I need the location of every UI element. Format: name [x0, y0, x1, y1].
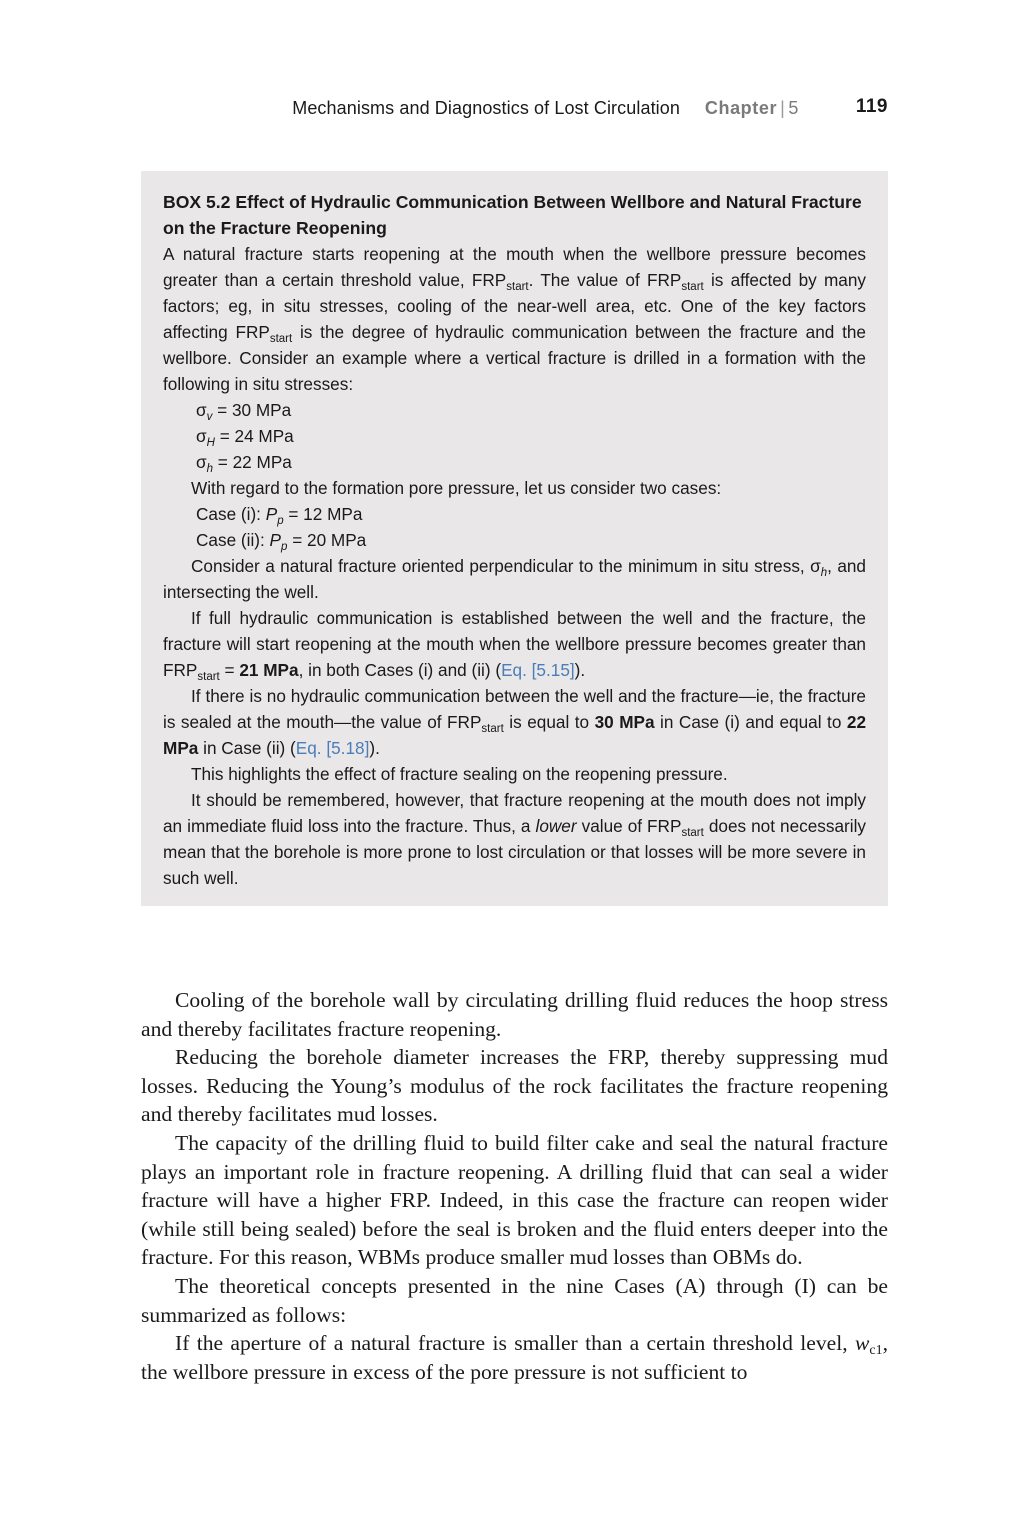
page-number: 119 — [855, 96, 888, 117]
body-paragraph-5: If the aperture of a natural fracture is smaller than a certain threshold level, $w_{c1}$, the wellbore pressure in excess of the pore pressure is not sufficient to — [141, 1331, 888, 1384]
case-2: Case (ii): $P_p = 20$ MPa — [196, 530, 367, 553]
stress-max-horizontal: $\sigma_H = 24$ MPa — [196, 426, 294, 449]
chapter-label — [705, 98, 799, 119]
running-header — [0, 96, 888, 122]
box-paragraph-2: With regard to the formation pore pressure, let us consider two cases: — [191, 478, 722, 498]
stress-vertical: $\sigma_v = 30$ MPa — [196, 400, 292, 423]
running-title: Mechanisms and Diagnostics of Lost Circulation — [292, 98, 680, 118]
body-paragraph-4: The theoretical concepts presented in the nine Cases (A) through (I) can be summarized as follows: — [141, 1273, 888, 1327]
body-text — [141, 986, 888, 1386]
body-paragraph-2: Reducing the borehole diameter increases the FRP, thereby suppressing mud losses. Reducing the Young’s modulus of the rock facilitates the fracture reopening and thereby facilitates mud losses. — [141, 1045, 888, 1127]
chapter-separator: | — [780, 98, 786, 118]
box-paragraph-6: This highlights the effect of fracture sealing on the reopening pressure. — [191, 764, 728, 784]
body-paragraph-1: Cooling of the borehole wall by circulating drilling fluid reduces the hoop stress and thereby facilitates fracture reopening. — [141, 988, 888, 1041]
body-paragraph-3: The capacity of the drilling fluid to build filter cake and seal the natural fracture plays an important role in fracture reopening. A drilling fluid that can seal a wider fracture will have a higher FRP. Indeed, in this case the fracture can reopen wider (while still being sealed) before the seal is broken and the fluid enters deeper into the fracture. For this reason, WBMs produce smaller mud losses than OBMs do. — [141, 1130, 888, 1270]
box-paragraph-3: Consider a natural fracture oriented perpendicular to the minimum in situ stress, $\sigma_h$, and intersecting the well. — [163, 556, 866, 602]
chapter-word: Chapter — [704, 98, 778, 118]
equation-link-5-18[interactable]: Eq. [5.18] — [295, 738, 370, 758]
stress-min-horizontal: $\sigma_h = 22$ MPa — [196, 452, 292, 475]
box-title: BOX 5.2 Effect of Hydraulic Communication Between Wellbore and Natural Fracture on the Fracture Reopening — [163, 192, 862, 238]
sidebar-box — [141, 171, 888, 906]
equation-link-5-15[interactable]: Eq. [5.15] — [501, 660, 575, 680]
box-paragraph-1: A natural fracture starts reopening at the mouth when the wellbore pressure becomes greater than a certain threshold value, $FRP_{start}$. The value of $FRP_{start}$ is affected by many factors; eg, in situ stresses, cooling of the near-well area, etc. One of the key factors affecting $FRP_{start}$ is the degree of hydraulic communication between the fracture and the wellbore. Consider an example where a vertical fracture is drilled in a formation with the following in situ stresses: — [163, 244, 867, 394]
case-1: Case (i): $P_p = 12$ MPa — [196, 504, 363, 527]
box-paragraph-4: If full hydraulic communication is established between the well and the fracture, the fracture will start reopening at the mouth when the wellbore pressure becomes greater than $FRP_{start} = 21$ MPa, in both Cases (i) and (ii) (Eq. [5.15]). — [163, 608, 866, 683]
box-paragraph-5: If there is no hydraulic communication between the well and the fracture—ie, the fracture is sealed at the mouth—the value of $FRP_{start}$ is equal to 30 MPa in Case (i) and equal to 22 MPa in Case (ii) (Eq. [5.18]). — [163, 686, 867, 758]
chapter-number: 5 — [788, 98, 799, 118]
box-paragraph-7: It should be remembered, however, that fracture reopening at the mouth does not imply an immediate fluid loss into the fracture. Thus, a lower value of $FRP_{start}$ does not necessarily mean that the borehole is more prone to lost circulation or that losses will be more severe in such well. — [163, 790, 866, 888]
